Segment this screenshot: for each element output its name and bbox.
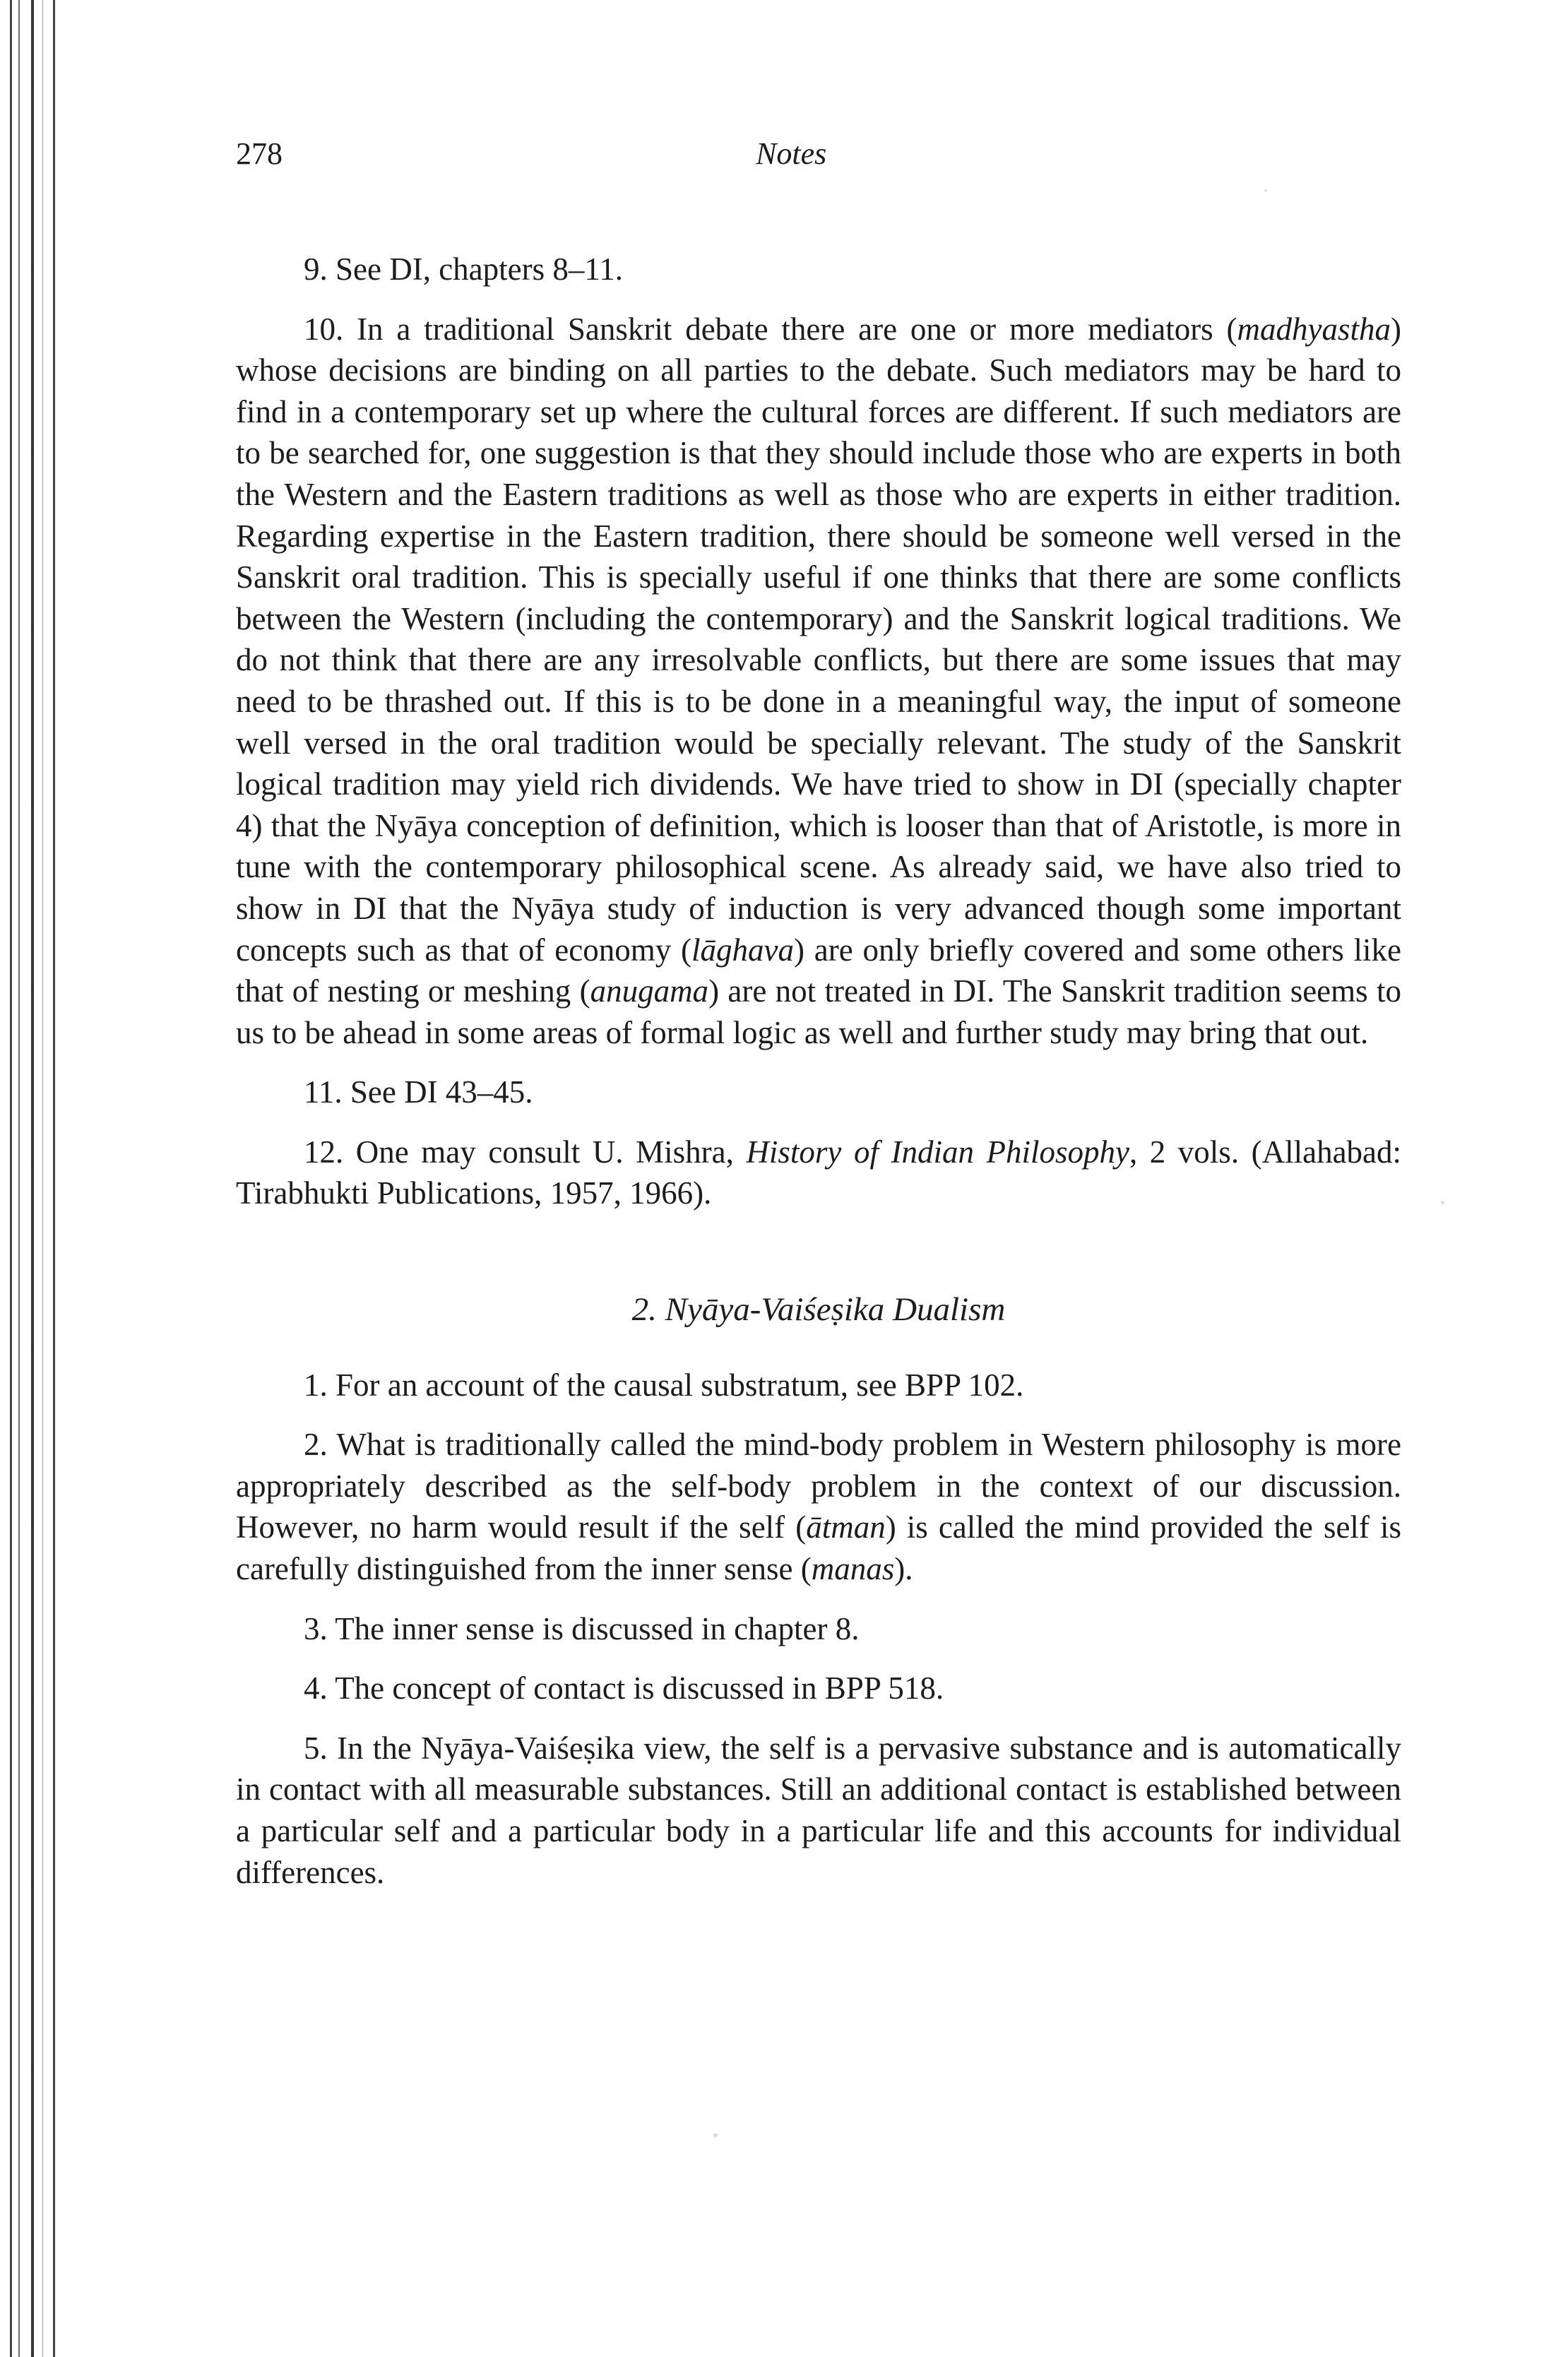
note-item [236, 249, 1401, 290]
running-title: Notes [756, 136, 827, 171]
running-head [236, 136, 1401, 178]
note-number: 12. [304, 1134, 356, 1170]
note-text: See DI, chapters 8–11. [335, 251, 623, 287]
note-number: 10. [304, 311, 357, 347]
note-number: 5. [304, 1730, 338, 1766]
note-number: 9. [304, 251, 335, 287]
note-item [236, 1071, 1401, 1113]
note-number: 4. [304, 1670, 335, 1706]
note-number: 3. [304, 1610, 335, 1646]
note-item [236, 1728, 1401, 1893]
note-item [236, 1668, 1401, 1709]
note-italic-term: lāghava [691, 932, 795, 968]
scan-speck [1264, 189, 1267, 192]
note-text: ). [894, 1551, 913, 1587]
note-item [236, 1608, 1401, 1650]
note-text: In the Nyāya-Vaiśeṣika view, the self is a pervasive substance and is automatically in contact with all measurable substances. Still an additional contact is established between a particular self and a particular body in a particular life and this accounts for individual differences. [236, 1730, 1401, 1890]
note-text: The concept of contact is discussed in BPP 518. [335, 1670, 944, 1706]
note-text: ) are not treated in DI. The Sanskrit tradition seems to us to be ahead in some areas of formal logic as well and further study may bring that out. [236, 973, 1401, 1050]
section-heading: 2. Nyāya-Vaiśeṣika Dualism [631, 1291, 1006, 1329]
note-number: 2. [304, 1427, 337, 1463]
notes-body [236, 249, 1401, 1911]
note-text: ) whose decisions are binding on all parties to the debate. Such mediators may be hard to find in a contemporary set up where the cultural forces are different. If such mediators are to be searched for, one suggestion is that they should include those who are experts in both the Western and the Eastern traditions as well as those who are experts in either tradition. Regarding expertise in the Eastern tradition, there should be someone well versed in the Sanskrit oral tradition. This is specially useful if one thinks that there are some conflicts between the Western (including the contemporary) and the Sanskrit logical traditions. We do not think that there are any irresolvable conflicts, but there are some issues that may need to be thrashed out. If this is to be done in a meaningful way, the input of someone well versed in the oral tradition would be specially relevant. The study of the Sanskrit logical tradition may yield rich dividends. We have tried to show in DI (specially chapter 4) that the Nyāya conception of definition, which is looser than that of Aristotle, is more in tune with the contemporary philosophical scene. As already said, we have also tried to show in DI that the Nyāya study of induction is very advanced though some important concepts such as that of economy ( [236, 311, 1401, 968]
note-italic-term: History of Indian Philosophy [746, 1134, 1129, 1170]
note-number: 11. [304, 1074, 350, 1110]
note-item [236, 1424, 1401, 1589]
note-italic-term: ātman [806, 1509, 886, 1545]
page-number: 278 [236, 136, 283, 171]
note-text: See DI 43–45. [350, 1074, 533, 1110]
note-item [236, 1132, 1401, 1214]
note-text: What is traditionally called the mind-body problem in Western philosophy is more appropriately described as the self-body problem in the context of our discussion. However, no harm would result if the self ( [236, 1427, 1402, 1545]
note-text: For an account of the causal substratum, see BPP 102. [335, 1367, 1024, 1403]
note-item [236, 309, 1401, 1054]
note-italic-term: anugama [590, 973, 709, 1009]
note-text: One may consult U. Mishra, [355, 1134, 747, 1170]
note-italic-term: manas [811, 1551, 895, 1587]
note-text: ) are only briefly covered and some others like that of nesting or meshing ( [236, 932, 1401, 1009]
note-text: The inner sense is discussed in chapter 8. [335, 1610, 860, 1646]
notes-list-chapter-2 [236, 1365, 1401, 1894]
note-italic-term: madhyastha [1237, 311, 1391, 347]
note-text: , 2 vols. (Allahabad: Tirabhukti Publications, 1957, 1966). [236, 1134, 1402, 1211]
notes-list-chapter-1 [236, 249, 1401, 1214]
note-text: ) is called the mind provided the self is carefully distinguished from the inner sense ( [236, 1509, 1401, 1587]
note-number: 1. [304, 1367, 335, 1403]
scan-speck [1441, 1201, 1444, 1204]
scan-speck [713, 2133, 718, 2137]
note-item [236, 1365, 1401, 1406]
note-text: In a traditional Sanskrit debate there are one or more mediators ( [357, 311, 1237, 347]
